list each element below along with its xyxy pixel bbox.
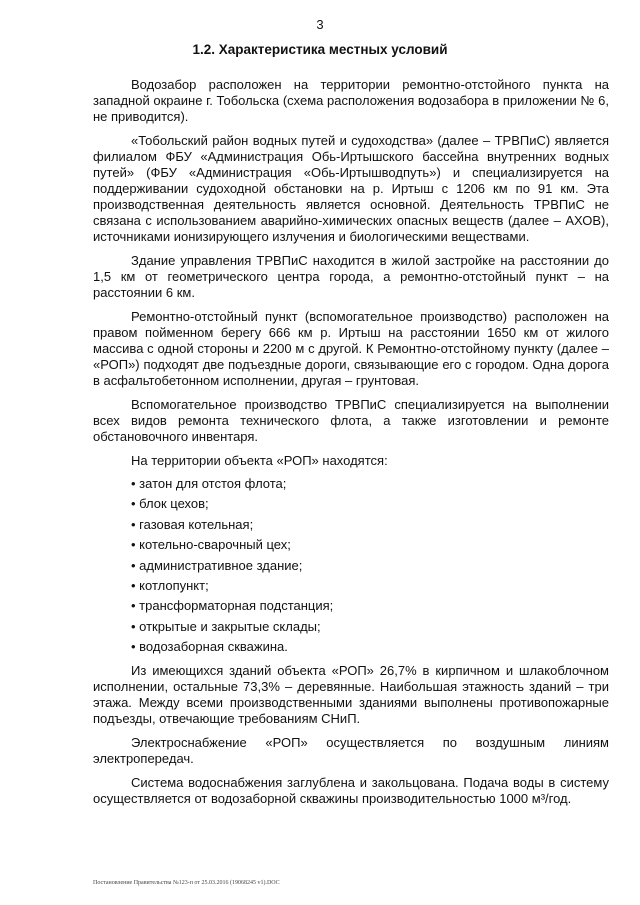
paragraph-repair-point: Ремонтно-отстойный пункт (вспомогательное производство) расположен на правом пойменном берегу 666 км р. Иртыш на расстоянии 1650 км от жилого массива с одной стороны и 2200 м с другой. К Ремонтно-отстойному пункту (далее – «РОП») подходят две подъездные дороги, связывающие его с городом. Одна дорога в асфальтобетонном исполнении, другая – грунтовая.	[93, 309, 609, 388]
list-item: • затон для отстоя флота;	[131, 476, 287, 491]
facility-list	[93, 476, 609, 655]
paragraph-location: Водозабор расположен на территории ремонтно-отстойного пункта на западной окраине г. Тобольска (схема расположения водозабора в приложении № 6, не приводится).	[93, 77, 609, 124]
list-item: • водозаборная скважина.	[131, 639, 288, 655]
list-item: • блок цехов;	[131, 496, 209, 512]
paragraph-auxiliary-production: Вспомогательное производство ТРВПиС специализируется на выполнении всех видов ремонта технического флота, а также изготовлении и ремонте обстановочного инвентаря.	[93, 397, 609, 444]
paragraph-water-supply: Система водоснабжения заглублена и закольцована. Подача воды в систему осуществляется от водозаборной скважины производительностью 1000 м³/год.	[93, 775, 609, 807]
paragraph-organization: «Тобольский район водных путей и судоходства» (далее – ТРВПиС) является филиалом ФБУ «Администрация Обь-Иртышского бассейна внутренних водных путей» (ФБУ «Администрация «Обь-Иртышводпуть») и специализируется на поддерживании судоходной обстановки на р. Иртыш с 1206 км по 91 км. Эта производственная деятельность является основной. Деятельность ТРВПиС не связана с использованием аварийно-химических опасных веществ (далее – АХОВ), источниками ионизирующего излучения и биологическими веществами.	[93, 133, 609, 244]
list-item: • открытые и закрытые склады;	[131, 618, 321, 634]
document-body	[93, 77, 609, 815]
footer-document-reference: Постановление Правительства №123-п от 25.03.2016 (19068245 v1).DOC	[93, 880, 280, 886]
section-heading: 1.2. Характеристика местных условий	[192, 42, 448, 57]
list-item: • котлопункт;	[131, 577, 209, 593]
list-item: • газовая котельная;	[131, 516, 254, 532]
paragraph-power-supply: Электроснабжение «РОП» осуществляется по воздушным линиям электропередач.	[93, 735, 609, 767]
list-item: • трансформаторная подстанция;	[131, 598, 334, 614]
paragraph-management-building: Здание управления ТРВПиС находится в жилой застройке на расстоянии до 1,5 км от геометрического центра города, а ремонтно-отстойный пункт – на расстоянии 6 км.	[93, 253, 609, 300]
list-item: • котельно-сварочный цех;	[131, 537, 291, 553]
paragraph-list-intro: На территории объекта «РОП» находятся:	[131, 453, 388, 468]
page-number: 3	[316, 17, 324, 32]
list-item: • административное здание;	[131, 557, 303, 573]
paragraph-buildings: Из имеющихся зданий объекта «РОП» 26,7% в кирпичном и шлакоблочном исполнении, остальные 73,3% – деревянные. Наибольшая этажность зданий – три этажа. Между всеми производственными зданиями выполнены противопожарные подъезды, отвечающие требованиям СНиП.	[93, 663, 609, 727]
